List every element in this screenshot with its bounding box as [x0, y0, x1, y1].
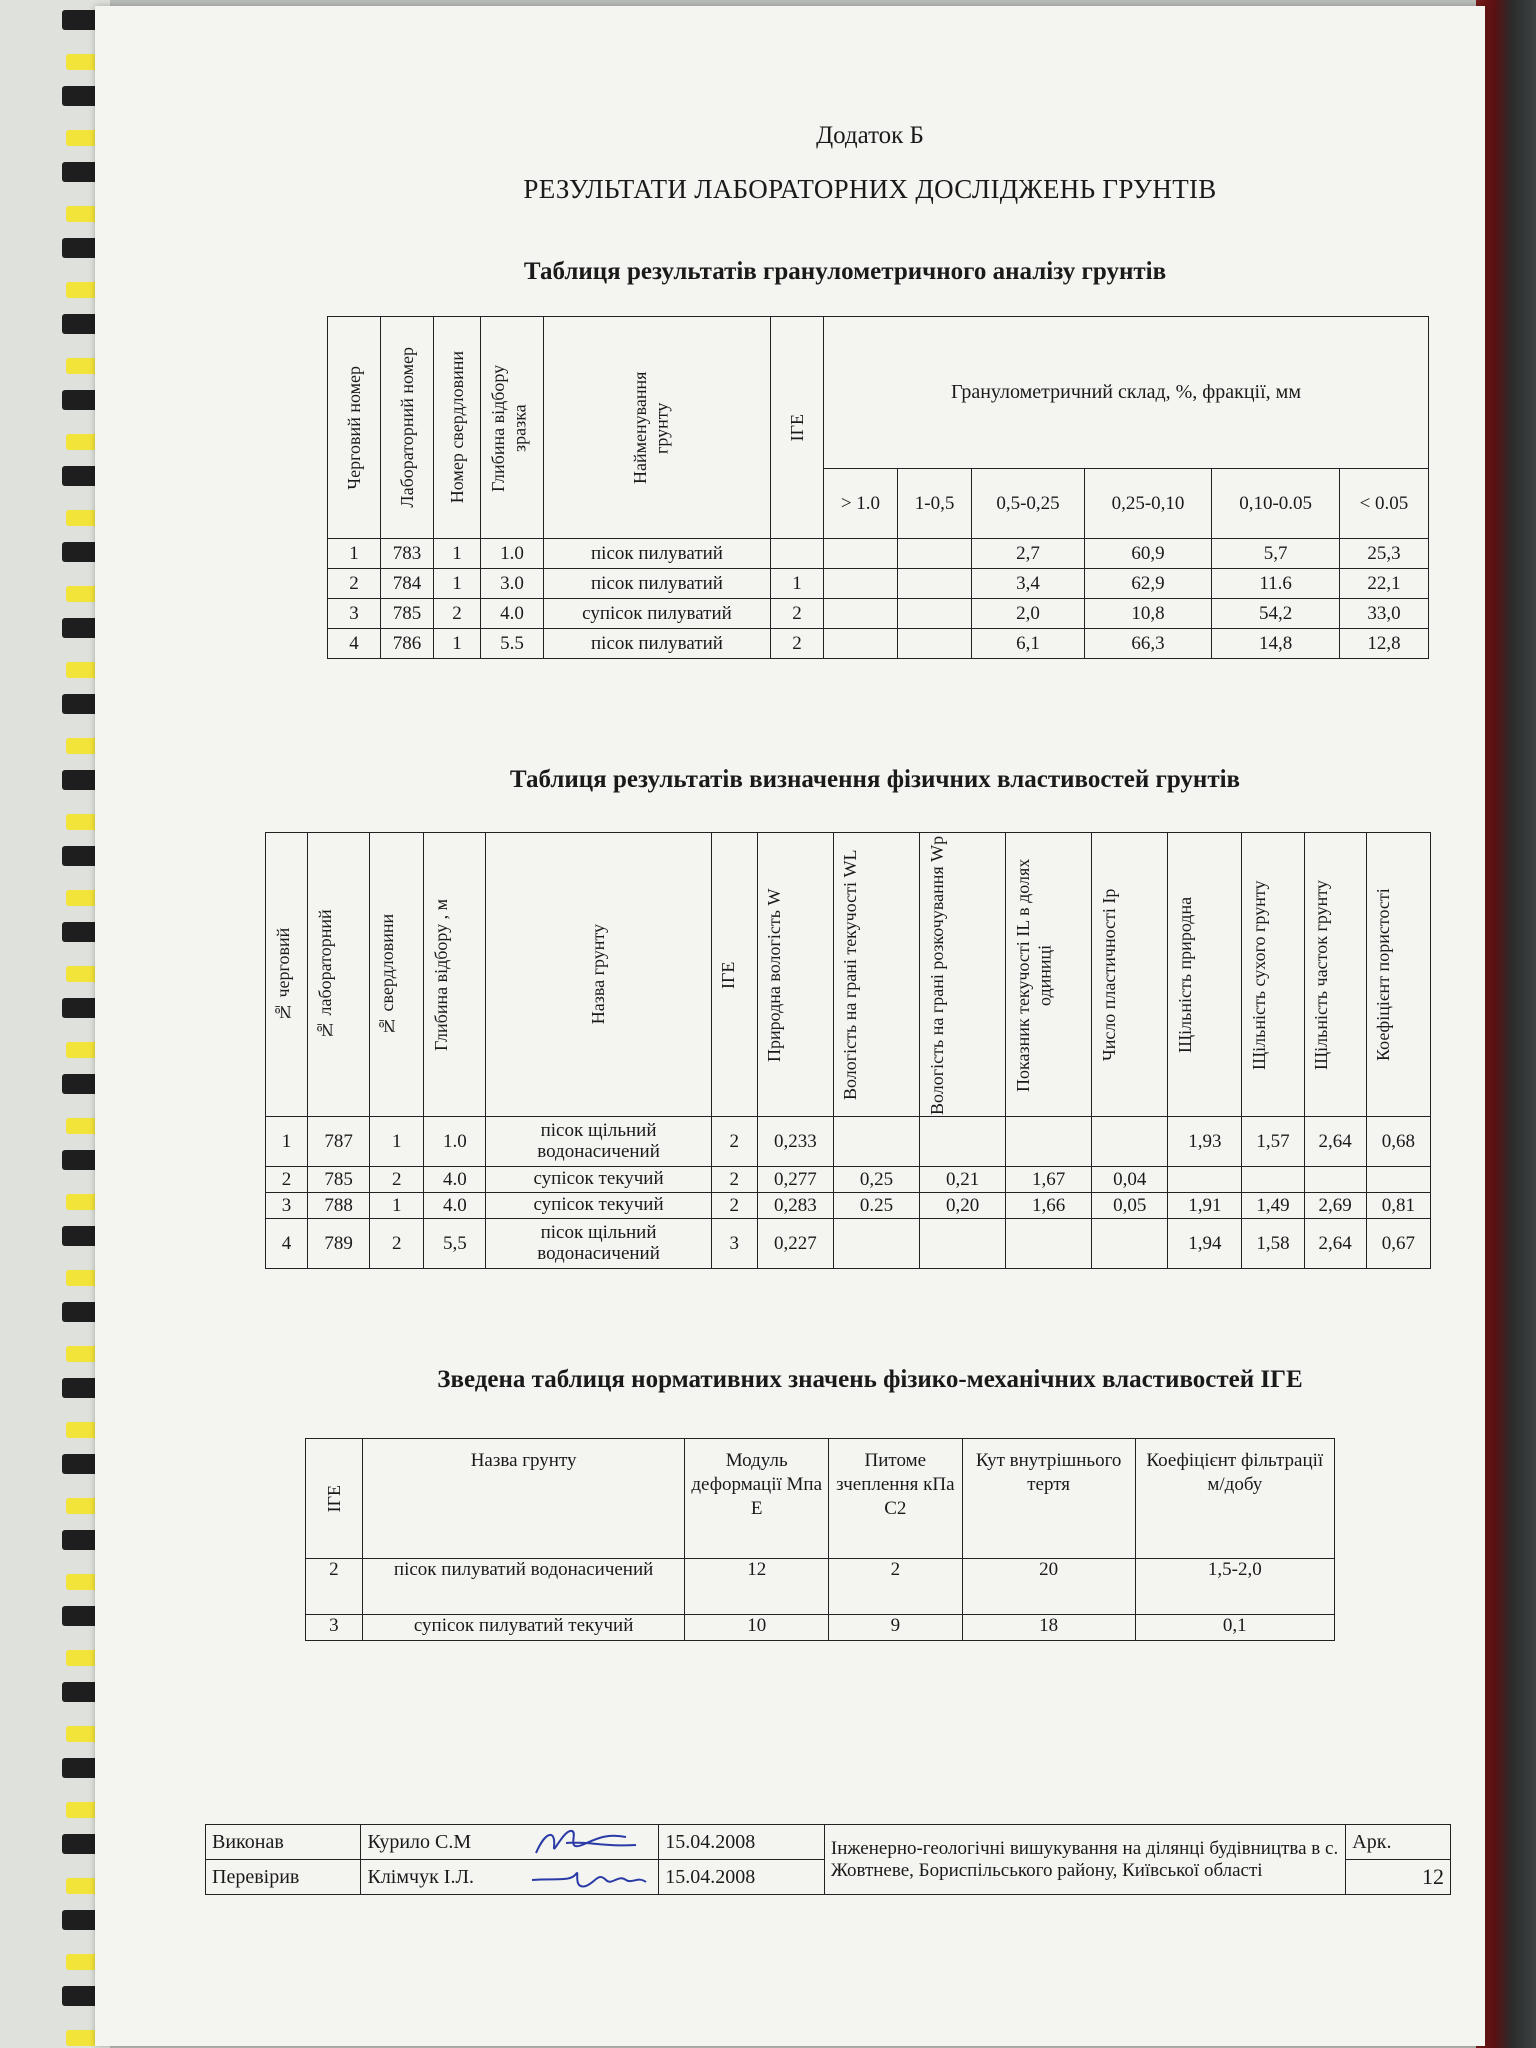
table-cell: 1,66	[1006, 1193, 1092, 1219]
t2-header: Глибина відбору , м	[424, 833, 486, 1117]
t1-header: Черговий номер	[328, 317, 381, 539]
t1-fraction-header: 0,25-0,10	[1084, 469, 1212, 539]
t2-header: № лабораторний	[308, 833, 370, 1117]
t2-header: № черговий	[266, 833, 308, 1117]
t2-header: № свердловини	[370, 833, 424, 1117]
table-row	[328, 539, 1429, 569]
table-cell: 12	[685, 1559, 829, 1615]
table-cell: 11.6	[1212, 569, 1340, 599]
table-cell: 786	[381, 629, 434, 659]
stamp-role: Перевірив	[206, 1860, 361, 1895]
table-cell: 3	[328, 599, 381, 629]
table-cell: 5,5	[424, 1219, 486, 1269]
t2-header: Щільність часток грунту	[1304, 833, 1366, 1117]
table-cell: 1,94	[1168, 1219, 1242, 1269]
stamp-role: Виконав	[206, 1825, 361, 1860]
t1-header: Найменування грунту	[544, 317, 771, 539]
table-cell: 9	[828, 1615, 962, 1641]
table-cell: 0.25	[833, 1193, 919, 1219]
table-cell: супісок текучий	[486, 1193, 711, 1219]
table-cell	[920, 1117, 1006, 1167]
appendix-label: Додаток Б	[816, 122, 924, 149]
table-cell: 0,81	[1366, 1193, 1430, 1219]
table-cell: 4.0	[481, 599, 544, 629]
t2-header: Природна вологість W	[757, 833, 833, 1117]
t1-fraction-header: 1-0,5	[897, 469, 971, 539]
table-cell: 2	[370, 1219, 424, 1269]
table-cell: 784	[381, 569, 434, 599]
table-cell: 787	[308, 1117, 370, 1167]
table-cell: 3	[711, 1219, 757, 1269]
t1-fraction-header: > 1.0	[824, 469, 898, 539]
table-cell: 3.0	[481, 569, 544, 599]
t3-header: Коефіцієнт фільтрації м/добу	[1135, 1439, 1334, 1559]
table-cell: пісок пилуватий	[544, 539, 771, 569]
table-cell: 1,93	[1168, 1117, 1242, 1167]
table-cell: 60,9	[1084, 539, 1212, 569]
table-cell: 1	[370, 1117, 424, 1167]
table-row	[306, 1615, 1335, 1641]
table-row	[328, 599, 1429, 629]
table-cell	[897, 569, 971, 599]
table-cell: супісок пилуватий текучий	[362, 1615, 685, 1641]
table-cell: 1,49	[1242, 1193, 1304, 1219]
table-cell: 20	[962, 1559, 1135, 1615]
table2-caption: Таблиця результатів визначення фізичних властивостей грунтів	[509, 766, 1241, 793]
table-cell: 62,9	[1084, 569, 1212, 599]
table-cell	[1092, 1117, 1168, 1167]
table3-caption: Зведена таблиця нормативних значень фізико-механічних властивостей ІГЕ	[437, 1366, 1303, 1393]
table-cell: 1	[434, 539, 481, 569]
table-cell	[1366, 1167, 1430, 1193]
table-cell	[824, 539, 898, 569]
table-cell	[824, 629, 898, 659]
table-cell: 0,68	[1366, 1117, 1430, 1167]
table-cell: 0,1	[1135, 1615, 1334, 1641]
table-cell: 4.0	[424, 1167, 486, 1193]
table-cell: супісок текучий	[486, 1167, 711, 1193]
background-edge	[1476, 0, 1536, 2048]
t1-header: Номер свердловини	[434, 317, 481, 539]
t1-fraction-header: 0,5-0,25	[972, 469, 1084, 539]
table-cell: 54,2	[1212, 599, 1340, 629]
table-cell: пісок щільний водонасичений	[486, 1117, 711, 1167]
table-cell: 1	[266, 1117, 308, 1167]
table-cell: 5,7	[1212, 539, 1340, 569]
table-cell: супісок пилуватий	[544, 599, 771, 629]
table-cell: 12,8	[1339, 629, 1428, 659]
stamp-name: Курило С.М	[361, 1825, 526, 1860]
t1-fraction-header: 0,10-0.05	[1212, 469, 1340, 539]
table-cell: 10,8	[1084, 599, 1212, 629]
table-cell: 2	[711, 1117, 757, 1167]
sheet-number: 12	[1346, 1860, 1451, 1895]
table-cell	[1168, 1167, 1242, 1193]
t2-header: Показник текучості IL в долях одиниці	[1006, 833, 1092, 1117]
table-cell: 0,283	[757, 1193, 833, 1219]
t2-header: Вологість на грані текучості WL	[833, 833, 919, 1117]
table-cell	[1006, 1117, 1092, 1167]
table-cell: 3	[306, 1615, 363, 1641]
t2-header: Щільність природна	[1168, 833, 1242, 1117]
physical-properties-table	[265, 832, 1431, 1269]
table-cell	[897, 599, 971, 629]
table-cell: 1	[434, 569, 481, 599]
table1-caption: Таблиця результатів гранулометричного аналізу грунтів	[523, 258, 1167, 285]
table-cell: 25,3	[1339, 539, 1428, 569]
table-row	[306, 1559, 1335, 1615]
table-cell: 2	[771, 599, 824, 629]
t2-header: ІГЕ	[711, 833, 757, 1117]
table-cell: 2	[306, 1559, 363, 1615]
table-cell: 0,25	[833, 1167, 919, 1193]
project-name: Інженерно-геологічні вишукування на ділянці будівництва в с. Жовтневе, Бориспільського району, Київської області	[824, 1825, 1345, 1895]
table-cell: 3,4	[972, 569, 1084, 599]
table-cell: 4	[328, 629, 381, 659]
stamp-date: 15.04.2008	[659, 1825, 825, 1860]
table-cell: 2,64	[1304, 1117, 1366, 1167]
table-cell: 18	[962, 1615, 1135, 1641]
table-row	[266, 1219, 1431, 1269]
table-cell: пісок пилуватий водонасичений	[362, 1559, 685, 1615]
t1-header: Лабораторний номер	[381, 317, 434, 539]
t2-header: Щільність сухого грунту	[1242, 833, 1304, 1117]
table-row	[328, 629, 1429, 659]
table-cell: 1.0	[424, 1117, 486, 1167]
binder-strip	[0, 0, 110, 2048]
table-cell: 2,7	[972, 539, 1084, 569]
sheet-label: Арк.	[1346, 1825, 1451, 1860]
table-cell: 0,21	[920, 1167, 1006, 1193]
table-cell: 2	[266, 1167, 308, 1193]
table-cell: 1	[328, 539, 381, 569]
t3-header: Модуль деформації Мпа Е	[685, 1439, 829, 1559]
title-block	[205, 1824, 1451, 1895]
table-cell: 0,04	[1092, 1167, 1168, 1193]
t2-header: Число пластичності Ip	[1092, 833, 1168, 1117]
table-cell: 0,67	[1366, 1219, 1430, 1269]
table-row	[266, 1167, 1431, 1193]
t1-header: Глибина відбору зразка	[481, 317, 544, 539]
table-cell: 1,58	[1242, 1219, 1304, 1269]
table-row	[328, 569, 1429, 599]
table-cell	[833, 1117, 919, 1167]
table-cell	[824, 599, 898, 629]
table-cell: 788	[308, 1193, 370, 1219]
table-cell: 4	[266, 1219, 308, 1269]
table-cell	[897, 629, 971, 659]
table-cell: 789	[308, 1219, 370, 1269]
table-cell: 22,1	[1339, 569, 1428, 599]
table-cell	[771, 539, 824, 569]
table-cell: 3	[266, 1193, 308, 1219]
table-cell: 0,227	[757, 1219, 833, 1269]
t3-header: ІГЕ	[306, 1439, 363, 1559]
table-cell: 5.5	[481, 629, 544, 659]
table-cell: 0,05	[1092, 1193, 1168, 1219]
signature-1	[526, 1825, 659, 1860]
table-cell: 0,277	[757, 1167, 833, 1193]
granulometric-table	[327, 316, 1429, 659]
table-cell: пісок пилуватий	[544, 629, 771, 659]
table-cell: 1,91	[1168, 1193, 1242, 1219]
table-cell: 0,233	[757, 1117, 833, 1167]
table-cell: 1,5-2,0	[1135, 1559, 1334, 1615]
table-cell: 1,67	[1006, 1167, 1092, 1193]
t2-header: Вологість на грані розкочування Wp	[920, 833, 1006, 1117]
table-cell: 785	[381, 599, 434, 629]
t1-group-header: Гранулометричний склад, %, фракції, мм	[824, 317, 1429, 469]
table-cell: 2	[711, 1193, 757, 1219]
page-title: РЕЗУЛЬТАТИ ЛАБОРАТОРНИХ ДОСЛІДЖЕНЬ ГРУНТІВ	[523, 174, 1217, 204]
normative-values-table	[305, 1438, 1335, 1641]
table-cell	[897, 539, 971, 569]
t1-header: ІГЕ	[771, 317, 824, 539]
table-cell	[833, 1219, 919, 1269]
table-cell: 10	[685, 1615, 829, 1641]
table-cell	[1092, 1219, 1168, 1269]
table-cell: 2	[711, 1167, 757, 1193]
table-cell: 1	[771, 569, 824, 599]
table-cell: 2	[771, 629, 824, 659]
table-cell	[1242, 1167, 1304, 1193]
t3-header: Питоме зчеплення кПа C2	[828, 1439, 962, 1559]
table-cell	[920, 1219, 1006, 1269]
document-page	[95, 6, 1485, 2046]
table-cell: 6,1	[972, 629, 1084, 659]
table-cell: 2	[434, 599, 481, 629]
table-cell	[1006, 1219, 1092, 1269]
table-cell: 2	[370, 1167, 424, 1193]
stamp-date: 15.04.2008	[659, 1860, 825, 1895]
table-cell: 783	[381, 539, 434, 569]
signature-2	[526, 1860, 659, 1895]
table-row	[266, 1193, 1431, 1219]
table-cell: 1	[434, 629, 481, 659]
table-cell: 2	[328, 569, 381, 599]
table-cell: 2,0	[972, 599, 1084, 629]
table-cell	[1304, 1167, 1366, 1193]
table-cell: 2,64	[1304, 1219, 1366, 1269]
table-cell: пісок щільний водонасичений	[486, 1219, 711, 1269]
t2-header: Назва грунту	[486, 833, 711, 1117]
table-cell: 1,57	[1242, 1117, 1304, 1167]
t1-fraction-header: < 0.05	[1339, 469, 1428, 539]
stamp-name: Клімчук І.Л.	[361, 1860, 526, 1895]
table-row	[266, 1117, 1431, 1167]
table-cell	[824, 569, 898, 599]
table-cell: пісок пилуватий	[544, 569, 771, 599]
t2-header: Коефіцієнт пористості	[1366, 833, 1430, 1117]
table-cell: 0,20	[920, 1193, 1006, 1219]
table-cell: 14,8	[1212, 629, 1340, 659]
table-cell: 785	[308, 1167, 370, 1193]
table-cell: 4.0	[424, 1193, 486, 1219]
table-cell: 2	[828, 1559, 962, 1615]
table-cell: 1	[370, 1193, 424, 1219]
t3-header: Назва грунту	[362, 1439, 685, 1559]
table-cell: 66,3	[1084, 629, 1212, 659]
table-cell: 33,0	[1339, 599, 1428, 629]
t3-header: Кут внутрішнього тертя	[962, 1439, 1135, 1559]
table-cell: 2,69	[1304, 1193, 1366, 1219]
table-cell: 1.0	[481, 539, 544, 569]
